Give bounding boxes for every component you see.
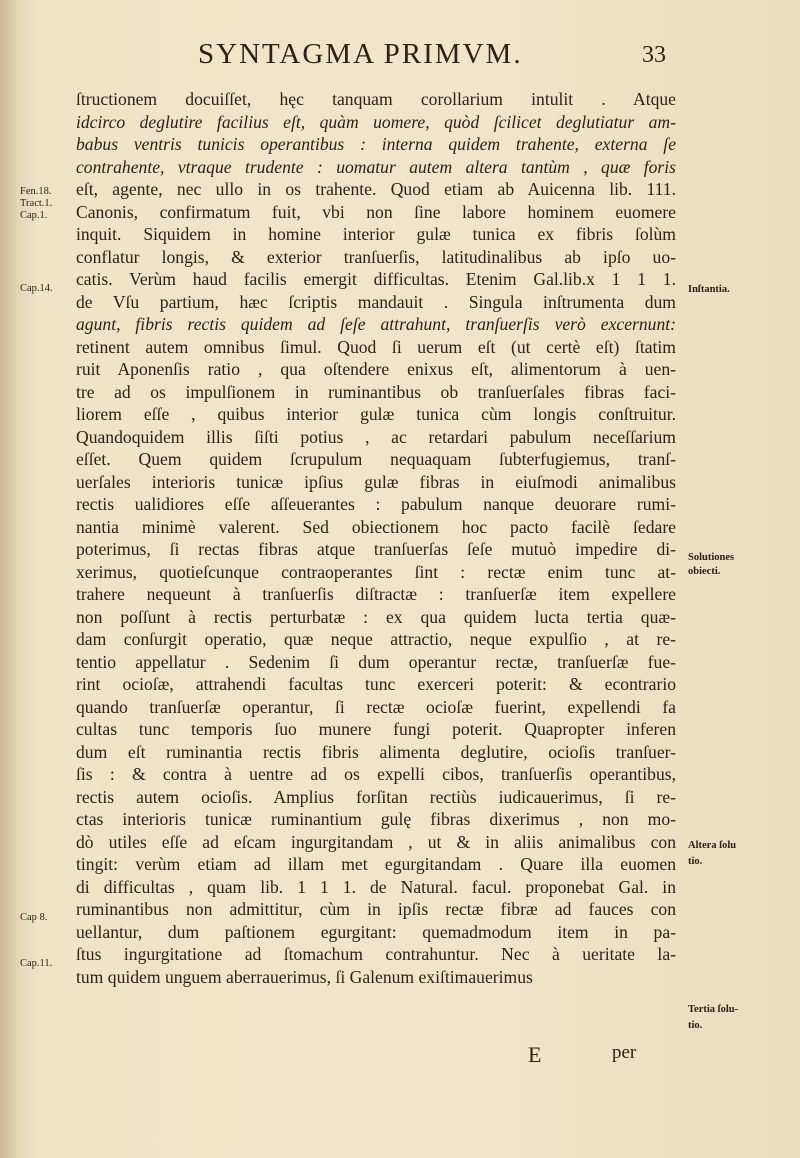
page-number: 33 [642, 42, 666, 68]
text-line: tingit: verùm etiam ad illam met egurgitandam . Quare illa euomen [76, 854, 676, 874]
text-line: dam conſurgit operatio, quæ neque attractio, neque expulſio , at re- [76, 629, 676, 649]
text-line: non poſſunt à rectis perturbatæ : ex qua quidem lucta tertia quæ- [76, 606, 676, 627]
margin-note-solutiones: Solutiones [688, 552, 735, 563]
text-line: ſis : & contra à uentre ad os expelli cibos, tranſuerſis operantibus, [76, 764, 676, 784]
text-line: ctas interioris tunicæ ruminantium gulę fibras dixerimus , non mo- [76, 809, 676, 829]
text-line: ruminantibus non admittitur, cùm in ipſis rectæ fibræ ad fauces con [76, 899, 676, 919]
text-line: nantia minimè valerent. Sed obiectionem hoc pacto facilè ſedare [76, 516, 676, 537]
margin-note-altera-tio: tio. [688, 856, 703, 867]
main-text-block [76, 88, 676, 988]
text-line: conflatur longis, & exterior tranſuerſis, latitudinalibus ab ipſo uo- [76, 246, 676, 267]
margin-note-cap1-ref: Cap.1. [20, 210, 48, 221]
text-line: eſſet. Quem quidem ſcrupulum nequaquam ſubterfugiemus, tranſ- [76, 449, 676, 469]
text-line: eſt, agente, nec ullo in os trahente. Quod etiam ab Auicenna lib. 111. [76, 179, 676, 199]
text-line: Canonis, confirmatum fuit, vbi non ſine labore hominem euomere [76, 201, 676, 222]
text-line: poterimus, ſi rectas fibras atque tranſuerſas ſeſe mutuò impedire di- [76, 539, 676, 559]
text-line: babus ventris tunicis operantibus : interna quidem trahente, externa ſe [76, 134, 676, 154]
signature-mark: E [528, 1042, 542, 1067]
text-line: inquit. Siquidem in homine interior gulæ tunica ex fibris ſolùm [76, 224, 676, 244]
margin-note-cap8-ref: Cap 8. [20, 912, 48, 923]
text-line: Quandoquidem illis ſiſti potius , ac retardari pabulum neceſſarium [76, 426, 676, 447]
margin-note-cap14-ref: Cap.14. [20, 283, 53, 294]
margin-note-altera-solutio: Altera ſolu [688, 840, 737, 851]
running-title: SYNTAGMA PRIMVM. [198, 38, 523, 70]
margin-note-tertia-solutio: Tertia ſolu- [688, 1004, 739, 1015]
text-line: tre ad os impulſionem in ruminantibus ob tranſuerſales fibras faci- [76, 381, 676, 402]
page-footer [0, 1042, 800, 1072]
text-line: cultas tunc temporis ſuo munere fungi poterit. Quapropter inferen [76, 719, 676, 739]
text-line: catis. Verùm haud facilis emergit difficultas. Etenim Gal.lib.x 1 1 1. [76, 269, 676, 289]
text-line: de Vſu partium, hæc ſcriptis mandauit . Singula inſtrumenta dum [76, 291, 676, 312]
text-line: ſtructionem docuiſſet, hęc tanquam corollarium intulit . Atque [76, 89, 676, 109]
margin-note-cap11-ref: Cap.11. [20, 958, 53, 969]
text-line: rectis ualidiores eſſe aſſeuerantes : pabulum nanque deuorare rumi- [76, 494, 676, 514]
text-line: uerſales interioris tunicæ ipſius gulæ fibras in eiuſmodi animalibus [76, 471, 676, 492]
text-line: liorem eſſe , quibus interior gulæ tunica cùm longis conſtruitur. [76, 404, 676, 424]
text-line: retinent autem omnibus ſimul. Quod ſi uerum eſt (ut certè eſt) ſtatim [76, 336, 676, 357]
text-line: dò utiles eſſe ad eſcam ingurgitandam , ut & in aliis animalibus con [76, 831, 676, 852]
text-line: rectis autem ocioſis. Amplius forſitan rectiùs iudicauerimus, ſi re- [76, 786, 676, 807]
text-line: agunt, fibris rectis quidem ad ſeſe attrahunt, tranſuerſis verò excernunt: [76, 314, 676, 334]
margin-note-tract-ref: Tract.1. [20, 198, 53, 209]
text-line: ſtus ingurgitatione ad ſtomachum contrahuntur. Nec à ueritate la- [76, 944, 676, 964]
text-line: dum eſt ruminantia rectis fibris alimenta deglutire, ocioſis tranſuer- [76, 741, 676, 762]
text-line: di difficultas , quam lib. 1 1 1. de Natural. facul. proponebat Gal. in [76, 876, 676, 897]
margin-note-fen-ref: Fen.18. [20, 186, 52, 197]
text-line: uellantur, dum paſtionem egurgitant: quemadmodum item in pa- [76, 921, 676, 942]
text-line: contrahente, vtraque trudente : uomatur autem altera tantùm , quæ foris [76, 156, 676, 177]
text-line: trahere nequeunt à tranſuerſis diſtractæ : tranſuerſæ item expellere [76, 584, 676, 604]
margin-note-obiecti: obiecti. [688, 566, 721, 577]
page-header [0, 38, 800, 78]
margin-note-instantia: Inſtantia. [688, 284, 730, 295]
text-line: tentio appellatur . Sedenim ſi dum operantur rectæ, tranſuerſæ fue- [76, 651, 676, 672]
text-line: quando tranſuerſæ operantur, ſi rectæ ocioſæ fuerint, expellendi fa [76, 696, 676, 717]
text-line: rint ocioſæ, attrahendi facultas tunc exerceri poterit: & econtrario [76, 674, 676, 694]
text-line: idcirco deglutire facilius eſt, quàm uomere, quòd ſcilicet deglutiatur am- [76, 111, 676, 132]
catchword: per [612, 1042, 637, 1063]
text-line: xerimus, quotieſcunque contraoperantes ſint : rectæ enim tunc at- [76, 561, 676, 582]
text-line: tum quidem unguem aberrauerimus, ſi Galenum exiſtimauerimus [76, 966, 533, 987]
margin-note-tertia-tio: tio. [688, 1020, 703, 1031]
text-line: ruit Aponenſis ratio , qua oſtendere enixus eſt, alimentorum à uen- [76, 359, 676, 379]
